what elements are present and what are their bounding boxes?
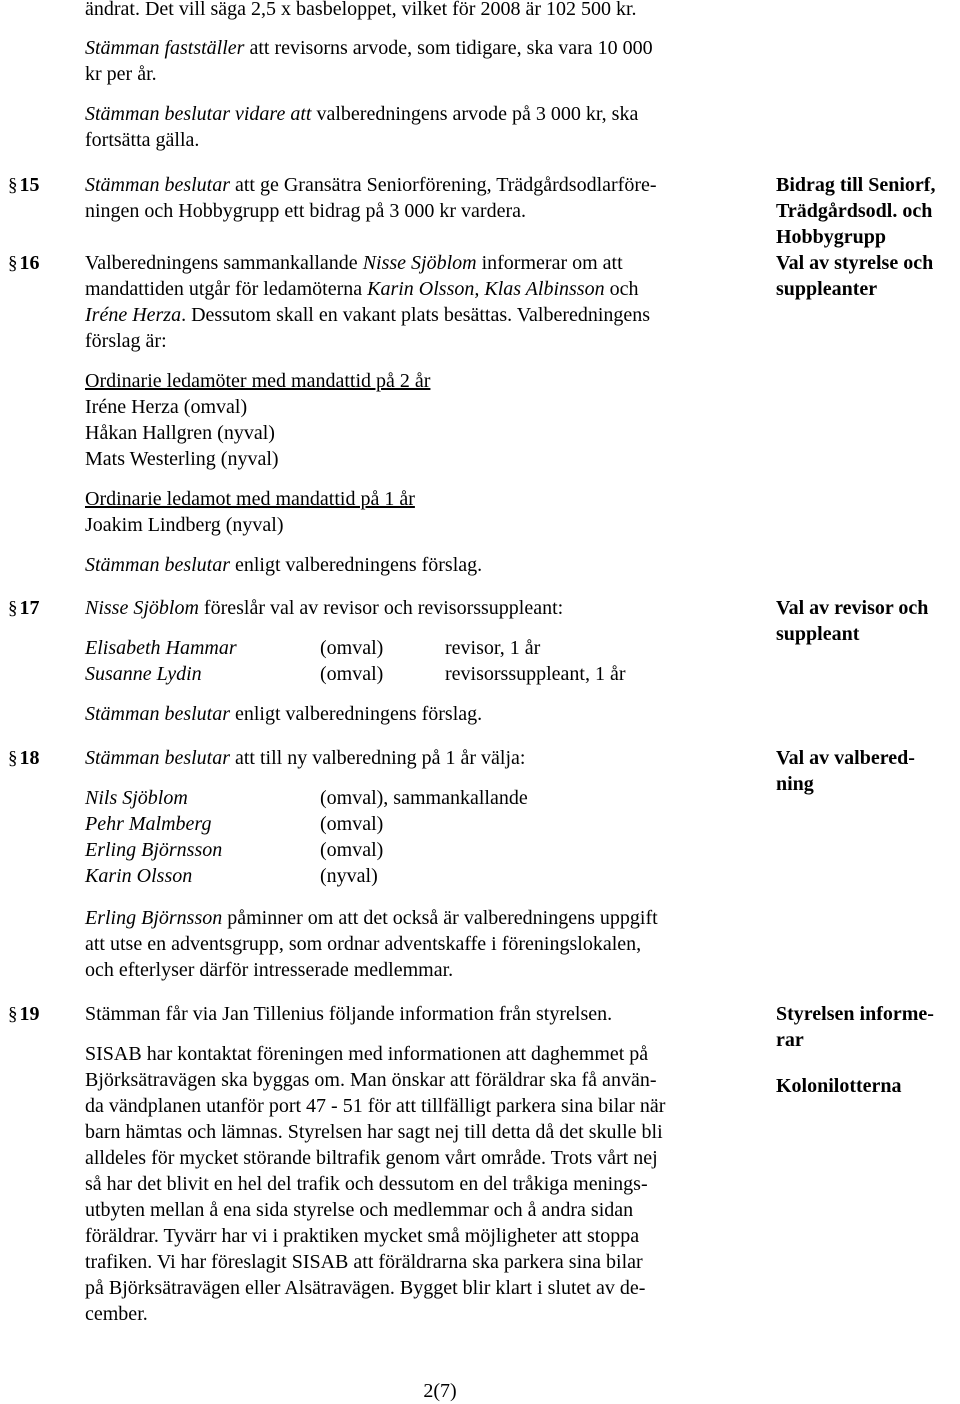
- section-19-text: Stämman får via Jan Tillenius följande information från styrelsen.: [85, 1003, 613, 1025]
- list-item: Iréne Herza (omval): [85, 396, 248, 418]
- section-number-16: § 16: [8, 252, 40, 274]
- section-17-decision: Stämman beslutar enligt valberedningens förslag.: [85, 703, 483, 725]
- section-18-text: Stämman beslutar att till ny valberedning på 1 år välja:: [85, 747, 526, 769]
- list-heading: Ordinarie ledamöter med mandattid på 2 år: [85, 370, 431, 392]
- members-2-year-list: [85, 368, 745, 472]
- section-16-decision: Stämman beslutar enligt valberedningens förslag.: [85, 554, 483, 576]
- table-row: Nils Sjöblom (omval), sammankallande: [85, 787, 528, 809]
- section-16: [0, 250, 960, 580]
- table-row: Karin Olsson (nyval): [85, 865, 378, 887]
- list-item: Håkan Hallgren (nyval): [85, 422, 275, 444]
- margin-note-18: Val av valbered- ning: [776, 747, 915, 795]
- section-15: [0, 172, 960, 248]
- intro-paragraph-3: Stämman beslutar vidare att valberedningens arvode på 3 000 kr, ska fortsätta gälla.: [85, 103, 639, 151]
- auditor-table: [85, 635, 745, 687]
- section-number-15: § 15: [8, 174, 40, 196]
- margin-note-15: Bidrag till Seniorf, Trädgårdsodl. och Hobbygrupp: [776, 174, 936, 248]
- margin-note-16: Val av styrelse och suppleanter: [776, 252, 934, 300]
- section-number-17: § 17: [8, 597, 40, 619]
- section-17-text: Nisse Sjöblom föreslår val av revisor och revisorssuppleant:: [85, 597, 564, 619]
- margin-note-17: Val av revisor och suppleant: [776, 597, 929, 645]
- members-1-year-list: [85, 486, 745, 538]
- list-item: Mats Westerling (nyval): [85, 448, 279, 470]
- section-19: [0, 1001, 960, 1341]
- table-row: Pehr Malmberg (omval): [85, 813, 384, 835]
- table-row: Erling Björnsson (omval): [85, 839, 384, 861]
- intro-paragraph-1: ändrat. Det vill säga 2,5 x basbeloppet, vilket för 2008 är 102 500 kr.: [85, 0, 637, 20]
- section-number-18: § 18: [8, 747, 40, 769]
- margin-note-19: Styrelsen informe- rar Kolonilotterna: [776, 1003, 934, 1097]
- section-18-note: Erling Björnsson påminner om att det också är valberedningens uppgift att utse en adventsgrupp, som ordnar adventskaffe i föreningslokalen, och efterlyser därför intresserade medlemmar.: [85, 907, 658, 981]
- section-18: [0, 745, 960, 985]
- section-17: [0, 595, 960, 725]
- section-15-text: Stämman beslutar att ge Gransätra Seniorförening, Trädgårdsodlarföre- ningen och Hobbygrupp ett bidrag på 3 000 kr vardera.: [85, 174, 657, 222]
- list-heading: Ordinarie ledamot med mandattid på 1 år: [85, 488, 415, 510]
- nomination-committee-table: [85, 785, 745, 889]
- list-item: Joakim Lindberg (nyval): [85, 514, 284, 536]
- table-row: Elisabeth Hammar (omval) revisor, 1 år: [85, 637, 541, 659]
- section-number-19: § 19: [8, 1003, 40, 1025]
- table-row: Susanne Lydin (omval) revisorssuppleant, 1 år: [85, 663, 626, 685]
- section-19-body: SISAB har kontaktat föreningen med informationen att daghemmet på Björksätravägen ska byggas om. Man önskar att föräldrar ska få använ- da vändplanen utanför port 47 - 51 för att tillfälligt parkera sina bilar när barn hämtas och lämnas. Styrelsen har sagt nej till detta då det skulle bli alldeles för mycket störande biltrafik genom vårt område. Trots vårt nej så har det blivit en hel del trafik och dessutom en del tråkiga menings- utbyten mellan å ena sida styrelse och medlemmar och å andra sidan föräldrar. Tyvärr har vi i praktiken mycket små möjligheter att stoppa trafiken. Vi har föreslagit SISAB att föräldrarna ska parkera sina bilar på Björksätravägen eller Alsätravägen. Bygget blir klart i slutet av de- cember.: [85, 1043, 666, 1325]
- intro-paragraph-2: Stämman fastställer att revisorns arvode, som tidigare, ska vara 10 000 kr per år.: [85, 37, 653, 85]
- section-16-text: Valberedningens sammankallande Nisse Sjöblom informerar om att mandattiden utgår för ledamöterna Karin Olsson, Klas Albinsson och Iréne Herza. Dessutom skall en vakant plats besättas. Valberedningens förslag är:: [85, 252, 651, 352]
- page-number: 2(7): [423, 1380, 457, 1402]
